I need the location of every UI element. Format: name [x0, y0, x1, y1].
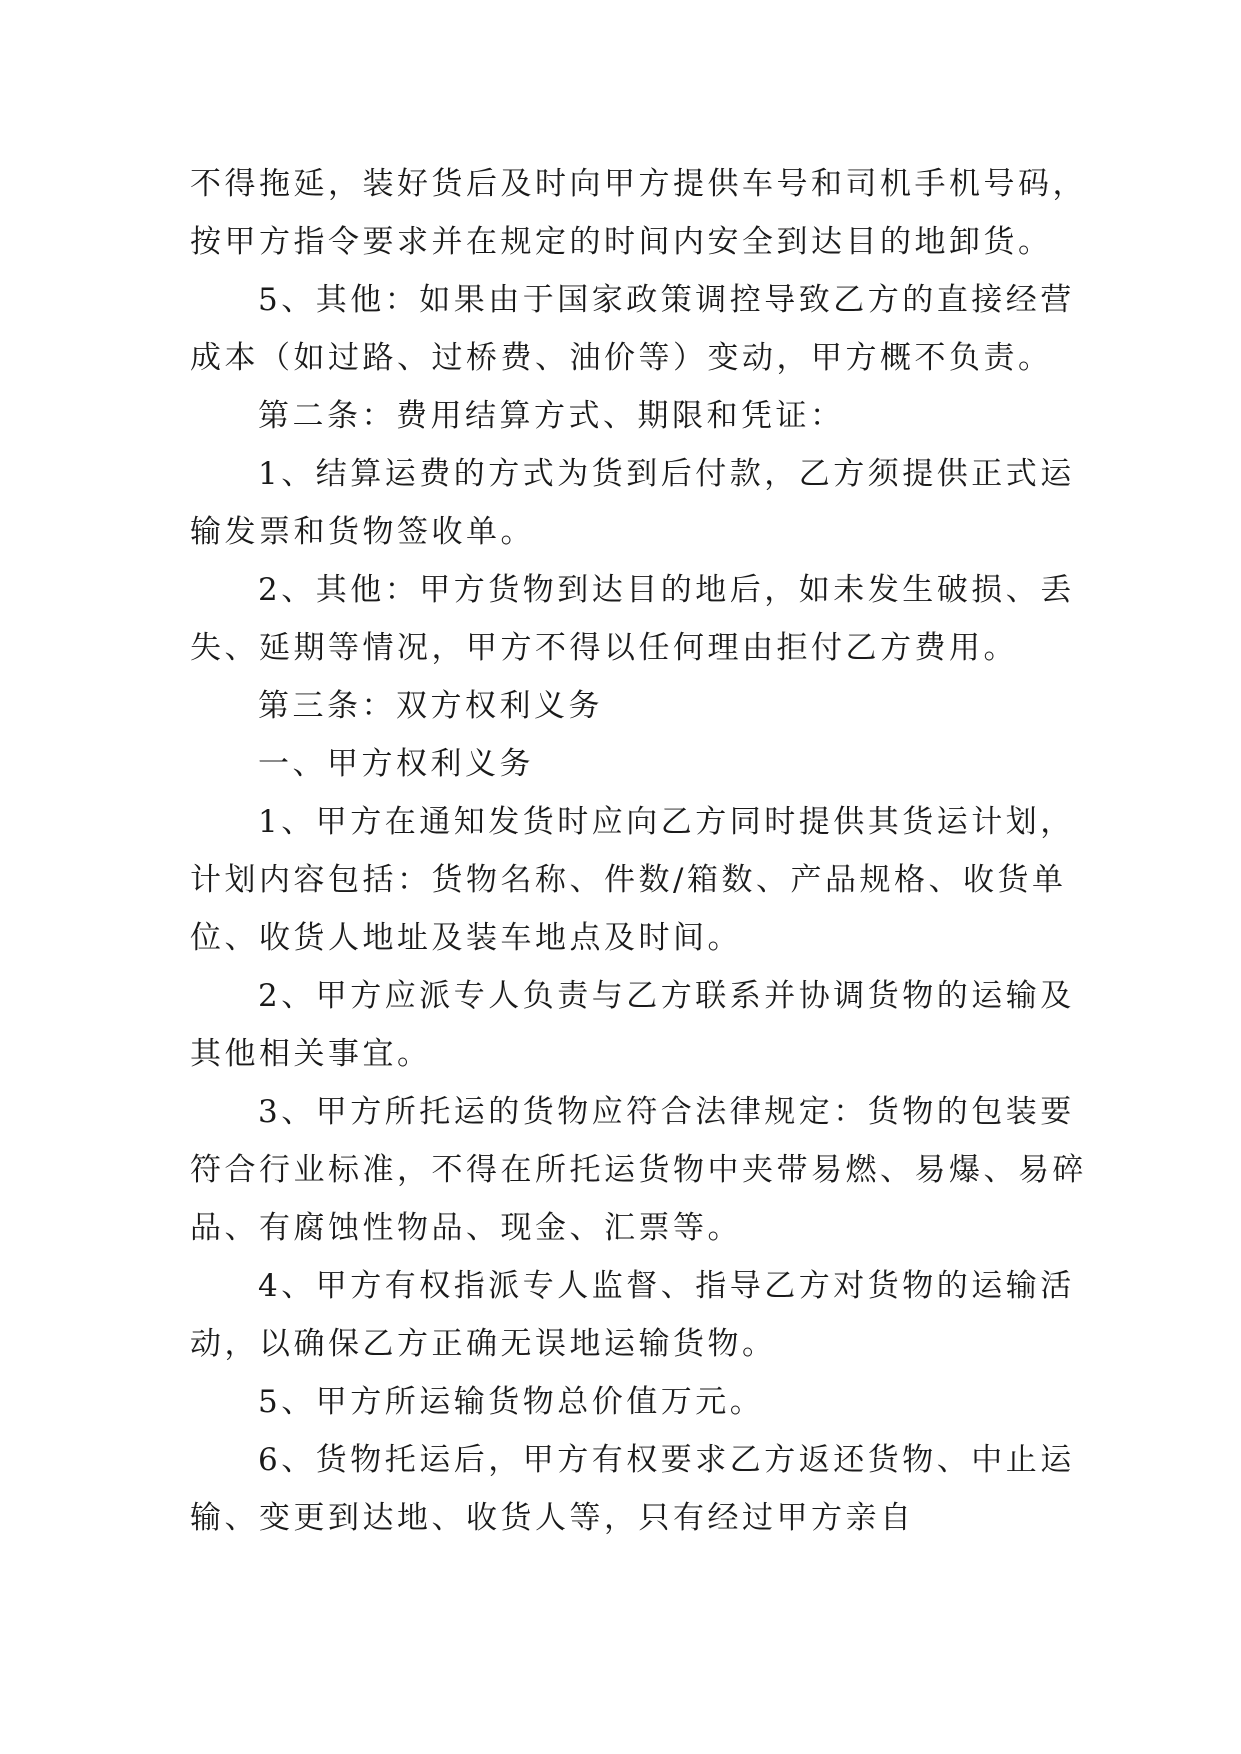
text-line: 品、有腐蚀性物品、现金、汇票等。 [190, 1210, 742, 1246]
text-line: 输、变更到达地、收货人等，只有经过甲方亲自 [190, 1500, 915, 1536]
text-line: 符合行业标准，不得在所托运货物中夹带易燃、易爆、易碎 [190, 1152, 1087, 1188]
text-line: 2、其他：甲方货物到达目的地后，如未发生破损、丢 [258, 572, 1075, 608]
text-line: 计划内容包括：货物名称、件数/箱数、产品规格、收货单 [190, 862, 1067, 898]
text-line: 其他相关事宜。 [190, 1036, 432, 1072]
text-line: 5、甲方所运输货物总价值万元。 [258, 1384, 765, 1420]
text-line: 成本（如过路、过桥费、油价等）变动，甲方概不负责。 [190, 340, 1053, 376]
text-line: 按甲方指令要求并在规定的时间内安全到达目的地卸货。 [190, 224, 1053, 260]
text-line: 失、延期等情况，甲方不得以任何理由拒付乙方费用。 [190, 630, 1018, 666]
text-line: 5、其他：如果由于国家政策调控导致乙方的直接经营 [258, 282, 1075, 318]
text-line: 1、结算运费的方式为货到后付款，乙方须提供正式运 [258, 456, 1075, 492]
text-line: 一、甲方权利义务 [258, 746, 534, 782]
text-line: 输发票和货物签收单。 [190, 514, 535, 550]
text-line: 6、货物托运后，甲方有权要求乙方返还货物、中止运 [258, 1442, 1075, 1478]
text-line: 位、收货人地址及装车地点及时间。 [190, 920, 742, 956]
text-line: 第三条：双方权利义务 [258, 688, 603, 724]
text-line: 动，以确保乙方正确无误地运输货物。 [190, 1326, 777, 1362]
document-body [190, 155, 1087, 1547]
text-line: 不得拖延，装好货后及时向甲方提供车号和司机手机号码， [190, 166, 1087, 202]
text-line: 1、甲方在通知发货时应向乙方同时提供其货运计划， [258, 804, 1075, 840]
text-line: 3、甲方所托运的货物应符合法律规定：货物的包装要 [258, 1094, 1075, 1130]
text-line: 4、甲方有权指派专人监督、指导乙方对货物的运输活 [258, 1268, 1075, 1304]
text-line: 第二条：费用结算方式、期限和凭证： [258, 398, 845, 434]
text-line: 2、甲方应派专人负责与乙方联系并协调货物的运输及 [258, 978, 1075, 1014]
